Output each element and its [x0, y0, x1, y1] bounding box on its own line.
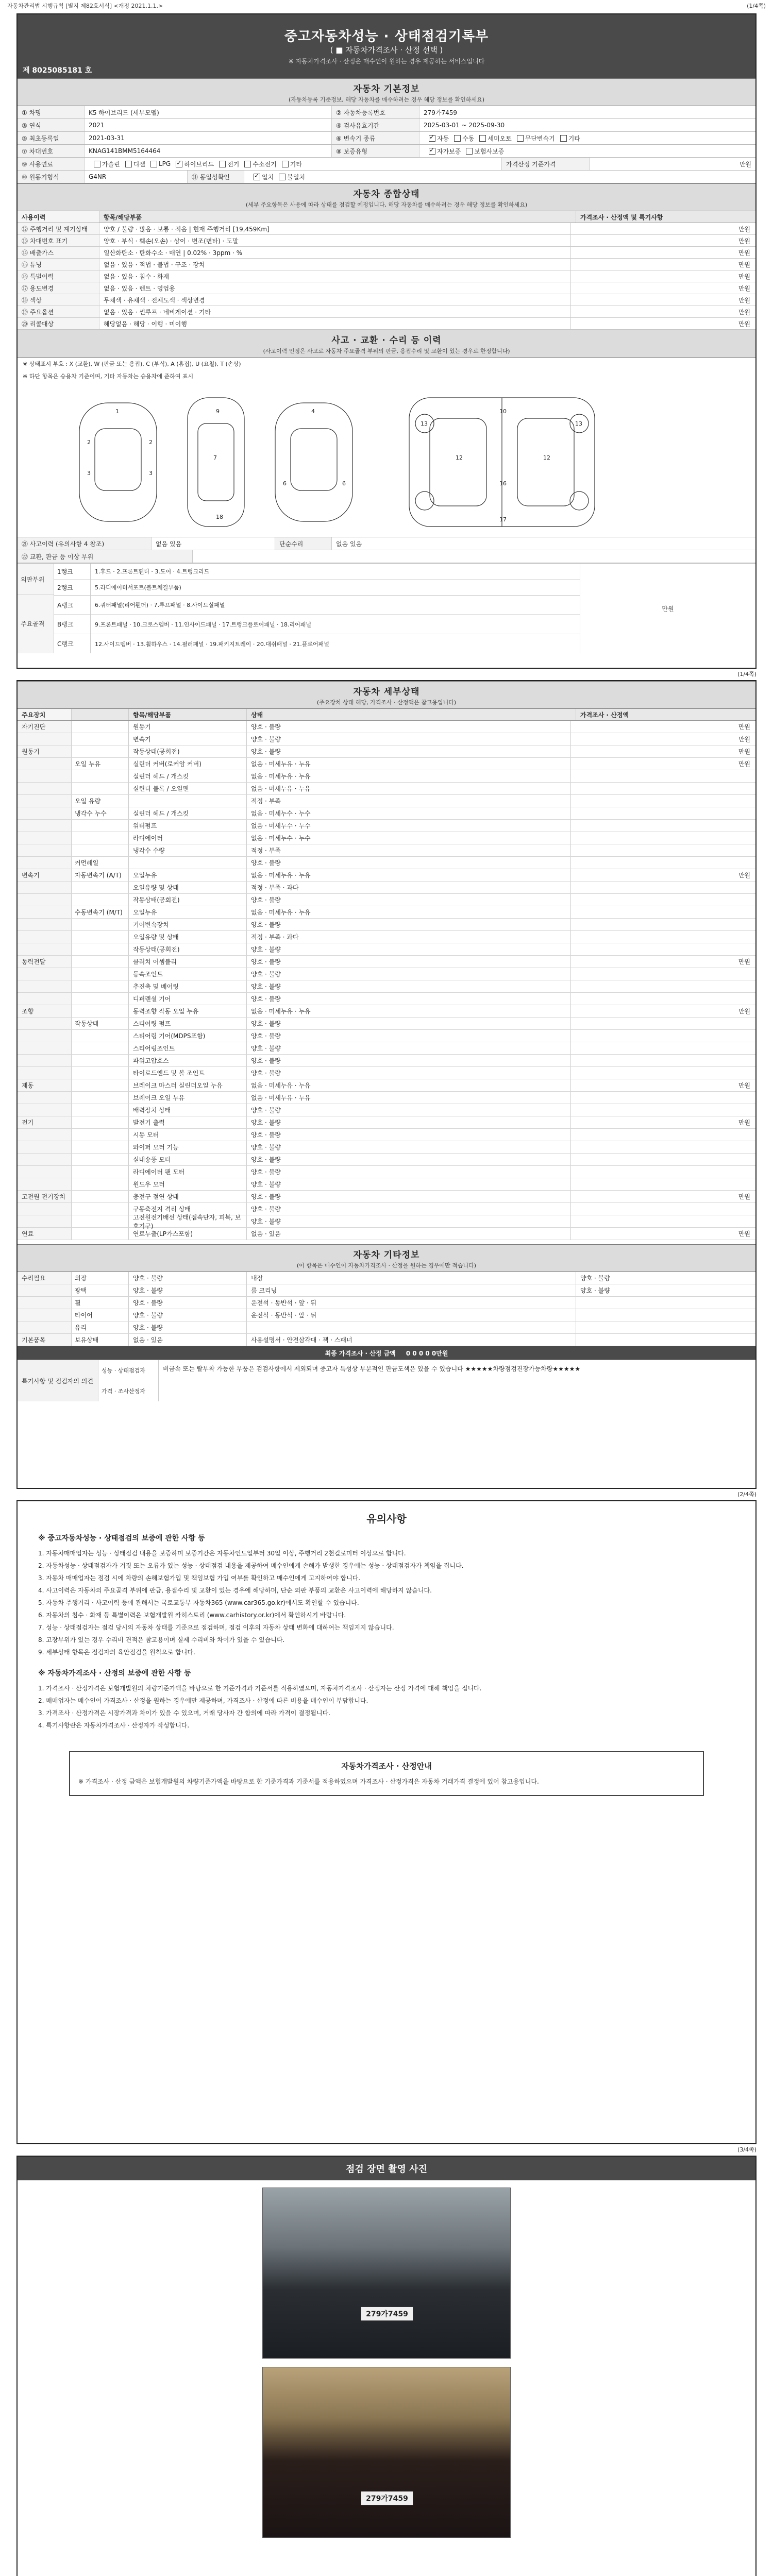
basic-row-3: ⑤ 최초등록일 2021-03-31 ⑥ 변속기 종류 ✓ 자동 수동 세미오토 무단변속기 기타 — [18, 132, 755, 145]
rank-table: 외판부위 주요골격 1랭크 2랭크 A랭크 B랭크 C랭크 1.후드 · 2.프론트휀더 · 3.도어 · 4.트렁크리드 5.라디에이터서포트(볼트체결부품) 6.쿼터패널(리어휀더) · 7.루프패널 · 8.사이드실패널 9.프론트패널 · 10.크로스멤버 · 11.인사이드패널 · 17.트렁크플로어패널 · 18.리어패널 12.사이드멤버 · 13.휠하우스 · 14.필러패널 · 19.패키지트레이 · 20.대쉬패널 · 21.플로어패널 만원 — [18, 563, 755, 653]
summary-header: 사용이력 항목/해당부품 가격조사 · 산정액 및 특기사항 — [18, 211, 755, 223]
svg-text:2: 2 — [149, 439, 153, 446]
inspection-photo-front: 279가7459 — [262, 2188, 511, 2359]
detail-row: 커먼레일 양호 · 불량 — [18, 857, 755, 869]
etc-rows — [18, 1272, 755, 1346]
checkbox-icon — [176, 161, 182, 167]
svg-text:3: 3 — [149, 470, 153, 477]
detail-row: 오일유량 및 상태 적정 · 부족 · 과다 — [18, 931, 755, 943]
svg-text:7: 7 — [213, 454, 217, 461]
car-outline-icon — [18, 382, 755, 537]
detail-row: 시동 모터 양호 · 불량 — [18, 1129, 755, 1141]
detail-row: 냉각수 누수 실린더 헤드 / 개스킷 없음 · 미세누수 · 누수 — [18, 807, 755, 820]
detail-row: 와이퍼 모터 기능 양호 · 불량 — [18, 1141, 755, 1154]
detail-row: 자기진단 원동기 양호 · 불량 만원 — [18, 721, 755, 733]
basic-row-1: ① 차명 K5 하이브리드 (세부모델) ② 자동차등록번호 279가7459 — [18, 106, 755, 119]
etc-row: 타이어 양호 · 불량 운전석 · 동반석 · 앞 · 뒤 — [18, 1309, 755, 1321]
top-bar — [0, 0, 773, 11]
registration-number: 279가7459 — [424, 109, 458, 116]
document-title: 중고자동차성능 · 상태점검기록부 — [284, 29, 489, 44]
page-3-notice: 유의사항 ※ 중고자동차성능 · 상태점검의 보증에 관한 사항 등 1. 자동차매매업자는 성능 · 상태점검 내용을 보증하며 보증기간은 자동차인도일부터 30일 이상, 주행거리 2천킬로미터 이상으로 합니다. 2. 자동차성능 · 상태점검자가 거짓 또는 오류가 있는 성능 · 상태점검 내용을 제공하여 매수인에게 손해가 발생한 경우에는 성능 · 상태점검자가 책임을 집니다. 3. 자동차 매매업자는 점검 시에 차량의 손해보험가입 및 책임보험 가입 여부를 확인하고 매수인에게 고지하여야 합니다. 4. 사고이력은 자동차의 주요골격 부위에 판금, 용접수리 및 교환이 있는 경우에 해당하며, 단순 외판 부품의 교환은 사고이력에 해당하지 않습니다. 5. 자동차 주행거리 · 사고이력 등에 관해서는 국토교통부 자동차365 (www.car365.go.kr)에서도 확인할 수 있습니다. 6. 자동차의 침수 · 화재 등 특별이력은 보험개발원 카히스토리 (www.carhistory.or.kr)에서 확인하시기 바랍니다. 7. 성능 · 상태점검자는 점검 당시의 자동차 상태를 기준으로 점검하며, 점검 이후의 자동차 상태 변화에 대하여는 책임지지 않습니다. 8. 고장부위가 있는 경우 수리비 견적은 참고용이며 실제 수리비와 차이가 있을 수 있습니다. 9. 세부상태 항목은 점검자의 육안점검을 원칙으로 합니다. ※ 자동차가격조사 · 산정의 보증에 관한 사항 등 1. 가격조사 · 산정가격은 보험개발원의 차량기준가액을 바탕으로 한 기준가격과 기준서를 적용하였으며, 자동차가격조사 · 산정자는 산정 가격에 대해 책임을 집니다. 2. 매매업자는 매수인이 가격조사 · 산정을 원하는 경우에만 제공하며, 가격조사 · 산정에 따른 비용을 매수인이 부담합니다. 3. 가격조사 · 산정가격은 시장가격과 차이가 있을 수 있으며, 거래 당사자 간 합의에 따라 가격이 결정됩니다. 4. 특기사항란은 자동차가격조사 · 산정자가 작성합니다. 자동차가격조사 · 산정안내 ※ 가격조사 · 산정 금액은 보험개발원의 차량기준가액을 바탕으로 한 기준가격과 기준서를 적용하였으며 가격조사 · 산정가격은 자동차 거래가격 결정에 있어 참고용입니다. — [16, 1500, 757, 2144]
notice-item: 2. 자동차성능 · 상태점검자가 거짓 또는 오류가 있는 성능 · 상태점검 내용을 제공하여 매수인에게 손해가 발생한 경우에는 성능 · 상태점검자가 책임을 집니다. — [38, 1562, 464, 1569]
svg-text:6: 6 — [342, 480, 346, 487]
detail-row: 원동기 작동상태(공회전) 양호 · 불량 만원 — [18, 745, 755, 758]
etc-row: 휠 양호 · 불량 운전석 · 동반석 · 앞 · 뒤 — [18, 1297, 755, 1309]
final-price-bar: 최종 가격조사 · 산정 금액 0 0 0 0 0만원 — [18, 1346, 755, 1360]
detail-row: 작동상태(공회전) 양호 · 불량 — [18, 943, 755, 956]
detail-row: 파워고압호스 양호 · 불량 — [18, 1055, 755, 1067]
checkbox-icon — [150, 161, 157, 167]
summary-row: ⑭ 배출가스 일산화탄소 · 탄화수소 · 매연 | 0.02% · 3ppm · % 만원 — [18, 247, 755, 259]
summary-row: ⑱ 색상 무채색 · 유채색 · 전체도색 · 색상변경 만원 — [18, 294, 755, 306]
document-header — [18, 14, 755, 78]
car-name: K5 하이브리드 (세부모델) — [85, 106, 332, 118]
detail-row: 윈도우 모터 양호 · 불량 — [18, 1178, 755, 1191]
detail-row: 작동상태 스티어링 펌프 양호 · 불량 — [18, 1018, 755, 1030]
checkbox-icon — [466, 148, 473, 155]
notice-item: 5. 자동차 주행거리 · 사고이력 등에 관해서는 국토교통부 자동차365 (www.car365.go.kr)에서도 확인할 수 있습니다. — [38, 1599, 359, 1606]
exterior-row: ㉒ 교환, 판금 등 이상 부위 — [18, 550, 755, 563]
checkbox-icon — [279, 174, 285, 180]
svg-text:18: 18 — [216, 514, 223, 520]
notice-item: 1. 가격조사 · 산정가격은 보험개발원의 차량기준가액을 바탕으로 한 기준가격과 기준서를 적용하였으며, 자동차가격조사 · 산정자는 산정 가격에 대해 책임을 집니다. — [38, 1685, 482, 1692]
photo-title: 점검 장면 촬영 사진 — [18, 2157, 755, 2180]
notice-item: 9. 세부상태 항목은 점검자의 육안점검을 원칙으로 합니다. — [38, 1649, 195, 1656]
svg-text:10: 10 — [499, 408, 507, 415]
inspection-period: 2025-03-01 ~ 2025-09-30 — [424, 122, 505, 129]
transmission-options: ✓ 자동 수동 세미오토 무단변속기 기타 — [419, 132, 755, 144]
detail-row: 연료 연료누출(LP가스포함) 없음 · 있음 만원 — [18, 1228, 755, 1240]
engine-type: G4NR — [85, 171, 188, 183]
detail-row: 제동 브레이크 마스터 실린더오일 누유 없음 · 미세누유 · 누유 만원 — [18, 1079, 755, 1092]
svg-text:1: 1 — [115, 408, 119, 415]
detail-row: 기어변속장치 양호 · 불량 — [18, 919, 755, 931]
detail-row: 오일유량 및 상태 적정 · 부족 · 과다 — [18, 882, 755, 894]
detail-row: 오일 유량 적정 · 부족 — [18, 795, 755, 807]
summary-rows — [18, 223, 755, 330]
document-note: ※ 자동차가격조사 · 산정은 매수인이 원하는 경우 제공하는 서비스입니다 — [288, 58, 485, 65]
detail-row: 조향 동력조향 작동 오일 누유 없음 · 미세누유 · 누유 만원 — [18, 1005, 755, 1018]
svg-text:17: 17 — [499, 516, 507, 523]
svg-text:13: 13 — [421, 420, 428, 427]
detail-row: 워터펌프 없음 · 미세누수 · 누수 — [18, 820, 755, 832]
detail-row: 스티어링 기어(MDPS포함) 양호 · 불량 — [18, 1030, 755, 1042]
detail-row: 실린더 블록 / 오일팬 없음 · 미세누유 · 누유 — [18, 783, 755, 795]
notice-item: 3. 가격조사 · 산정가격은 시장가격과 차이가 있을 수 있으며, 거래 당사자 간 합의에 따라 가격이 결정됩니다. — [38, 1709, 330, 1717]
detail-row: 고전원 전기장치 충전구 절연 상태 양호 · 불량 만원 — [18, 1191, 755, 1203]
etc-row: 유리 양호 · 불량 — [18, 1321, 755, 1334]
notice-title: 유의사항 — [366, 1513, 407, 1525]
warranty-options: ✓ 자가보증 보험사보증 — [419, 145, 755, 157]
accident-history-row: ㉑ 사고이력 (유의사항 4 참조) 없음 있음 단순수리 없음 있음 — [18, 537, 755, 550]
svg-text:6: 6 — [283, 480, 287, 487]
detail-row: 스티어링조인트 양호 · 불량 — [18, 1042, 755, 1055]
checkbox-icon — [219, 161, 226, 167]
form-reference: 자동차관리법 시행규칙 [별지 제82호서식] <개정 2021.1.1.> — [7, 3, 163, 9]
summary-row: ⑰ 용도변경 없음 · 있음 · 렌트 · 영업용 만원 — [18, 282, 755, 294]
detail-row: 냉각수 수량 적정 · 부족 — [18, 844, 755, 857]
detail-row: 구동축전지 격리 상태 양호 · 불량 — [18, 1203, 755, 1215]
first-registration: 2021-03-31 — [85, 132, 332, 144]
detail-row: 오일 누유 실린더 커버(로커암 커버) 없음 · 미세누유 · 누유 만원 — [18, 758, 755, 770]
detail-row: 타이로드엔드 및 볼 조인트 양호 · 불량 — [18, 1067, 755, 1079]
page-number: (1/4쪽) — [747, 3, 766, 9]
svg-text:9: 9 — [216, 408, 220, 415]
page-2 — [16, 680, 757, 1489]
svg-text:3: 3 — [87, 470, 91, 477]
summary-row: ⑮ 튜닝 없음 · 있음 · 적법 · 불법 · 구조 · 장치 만원 — [18, 259, 755, 270]
page-1 — [16, 13, 757, 669]
detail-row: 실내송풍 모터 양호 · 불량 — [18, 1154, 755, 1166]
detail-row: 수동변속기 (M/T) 오일누유 없음 · 미세누유 · 누유 — [18, 906, 755, 919]
svg-text:13: 13 — [575, 420, 582, 427]
basic-row-6: ⑩ 원동기형식 G4NR ⑪ 동일성확인 ✓ 일치 불일치 — [18, 171, 755, 183]
checkbox-icon — [244, 161, 251, 167]
car-damage-diagram — [18, 382, 755, 537]
detail-rows — [18, 721, 755, 1240]
svg-text:4: 4 — [311, 408, 315, 415]
detail-row: 전기 발전기 출력 양호 · 불량 만원 — [18, 1116, 755, 1129]
detail-row: 라디에이터 팬 모터 양호 · 불량 — [18, 1166, 755, 1178]
detail-row: 실린더 헤드 / 개스킷 없음 · 미세누유 · 누유 — [18, 770, 755, 783]
etc-row: 기본품목 보유상태 없음 · 있음 사용설명서 · 안전삼각대 · 잭 · 스패너 — [18, 1334, 755, 1346]
document-number: 제 8025085181 호 — [23, 66, 92, 75]
checkbox-icon — [479, 135, 486, 142]
vin: KNAG141BMM5164464 — [85, 145, 332, 157]
accident-legend: ※ 상태표시 부호 : X (교환), W (판금 또는 용접), C (부식), A (흠집), U (요철), T (손상) — [23, 361, 241, 367]
checkbox-icon — [429, 148, 435, 155]
checkbox-icon — [429, 135, 435, 142]
detail-row: 라디에이터 없음 · 미세누수 · 누수 — [18, 832, 755, 844]
basic-info-title: 자동차 기본정보 (자동차등록 기준정보, 해당 자동차를 매수하려는 경우 해당 정보를 확인하세요) — [18, 78, 755, 106]
summary-row: ⑬ 차대번호 표기 양호 · 부식 · 훼손(오손) · 상이 · 변조(변타) · 도말 만원 — [18, 235, 755, 247]
checkbox-icon — [454, 135, 461, 142]
notice-list-2 — [38, 1683, 735, 1731]
detail-row: 고전원전기배선 상태(접속단자, 피복, 보호기구) 양호 · 불량 — [18, 1215, 755, 1228]
svg-text:16: 16 — [499, 480, 507, 487]
detail-title: 자동차 세부상태 (주요장치 상태 해당, 가격조사 · 산정액은 참고용입니다) — [18, 681, 755, 709]
notice-item: 4. 사고이력은 자동차의 주요골격 부위에 판금, 용접수리 및 교환이 있는 경우에 해당하며, 단순 외판 부품의 교환은 사고이력에 해당하지 않습니다. — [38, 1587, 432, 1594]
accident-title: 사고 · 교환 · 수리 등 이력 (사고이력 인정은 사고로 자동차 주요골격 부위의 판금, 용접수리 및 교환이 있는 경우로 한정합니다) — [18, 330, 755, 358]
notice-item: 3. 자동차 매매업자는 점검 시에 차량의 손해보험가입 및 책임보험 가입 여부를 확인하고 매수인에게 고지하여야 합니다. — [38, 1574, 361, 1582]
summary-row: ⑫ 주행거리 및 계기상태 양호 / 불량 · 많음 · 보통 · 적음 | 현재 주행거리 [19,459Km] 만원 — [18, 223, 755, 235]
detail-row: 디퍼렌셜 기어 양호 · 불량 — [18, 993, 755, 1005]
detail-row: 등속조인트 양호 · 불량 — [18, 968, 755, 980]
notice-item: 7. 성능 · 상태점검자는 점검 당시의 자동차 상태를 기준으로 점검하며, 점검 이후의 자동차 상태 변화에 대하여는 책임지지 않습니다. — [38, 1624, 394, 1631]
etc-title: 자동차 기타정보 (이 항목은 매수인이 자동차가격조사 · 산정을 원하는 경우에만 적습니다) — [18, 1244, 755, 1272]
notice-item: 1. 자동차매매업자는 성능 · 상태점검 내용을 보증하며 보증기간은 자동차인도일부터 30일 이상, 주행거리 2천킬로미터 이상으로 합니다. — [38, 1550, 406, 1557]
basic-row-5: ⑨ 사용연료 가솔린 디젤 LPG ✓ 하이브리드 전기 수소전기 기타 가격산정 기준가격 만원 — [18, 158, 755, 171]
special-notes: 특기사항 및 점검자의 의견 성능 · 상태점검자 가격 · 조사산정자 비금속 또는 탈부착 가능한 부품은 검검사항에서 제외되며 중고자 특성상 부분적인 판금도색은 있을 수 있습니다 ★★★★★차량점검진장가능차량★★★★★ — [18, 1360, 755, 1401]
page-4-photos — [16, 2156, 757, 2576]
etc-row: 수리필요 외장 양호 · 불량 내장 양호 · 불량 — [18, 1272, 755, 1284]
detail-row: 작동상태(공회전) 양호 · 불량 — [18, 894, 755, 906]
svg-text:12: 12 — [543, 454, 550, 461]
checkbox-icon — [94, 161, 100, 167]
summary-title: 자동차 종합상태 (세부 주요항목은 사용에 따라 상태를 점검할 예정입니다, 해당 자동차를 매수하려는 경우 해당 정보를 확인하세요) — [18, 183, 755, 211]
notice-item: 4. 특기사항란은 자동차가격조사 · 산정자가 작성합니다. — [38, 1722, 190, 1729]
basic-row-2: ③ 연식 2021 ④ 검사유효기간 2025-03-01 ~ 2025-09-30 — [18, 119, 755, 132]
notice-item: 6. 자동차의 침수 · 화재 등 특별이력은 보험개발원 카히스토리 (www.carhistory.or.kr)에서 확인하시기 바랍니다. — [38, 1612, 346, 1619]
price-guide-box: 자동차가격조사 · 산정안내 ※ 가격조사 · 산정 금액은 보험개발원의 차량기준가액을 바탕으로 한 기준가격과 기준서를 적용하였으며 가격조사 · 산정가격은 자동차 거래가격 결정에 있어 참고용입니다. — [69, 1751, 704, 1796]
detail-row: 변속기 자동변속기 (A/T) 오일누유 없음 · 미세누유 · 누유 만원 — [18, 869, 755, 882]
detail-header: 주요장치 항목/해당부품 상태 가격조사 · 산정액 — [18, 709, 755, 721]
detail-row: 변속기 양호 · 불량 만원 — [18, 733, 755, 745]
document-subtitle: ( ■ 자동차가격조사 · 산정 선택 ) — [330, 45, 443, 55]
detail-row: 추진축 및 베어링 양호 · 불량 — [18, 980, 755, 993]
svg-text:12: 12 — [456, 454, 463, 461]
notice-item: 8. 고장부위가 있는 경우 수리비 견적은 참고용이며 실제 수리비와 차이가 있을 수 있습니다. — [38, 1636, 285, 1643]
notice-list-1 — [38, 1548, 735, 1657]
svg-text:2: 2 — [87, 439, 91, 446]
summary-row: ⑳ 리콜대상 해당없음 · 해당 · 이행 · 미이행 만원 — [18, 318, 755, 330]
accident-legend-2: ※ 하단 항목은 승용차 기준이며, 기타 자동차는 승용차에 준하여 표시 — [23, 373, 194, 380]
summary-row: ⑯ 특별이력 없음 · 있음 · 침수 · 화재 만원 — [18, 270, 755, 282]
inspection-photo-rear: 279가7459 — [262, 2367, 511, 2538]
fuel-options: 가솔린 디젤 LPG ✓ 하이브리드 전기 수소전기 기타 — [85, 158, 502, 170]
identity-options: ✓ 일치 불일치 — [244, 171, 755, 183]
checkbox-icon — [282, 161, 289, 167]
basic-row-4: ⑦ 차대번호 KNAG141BMM5164464 ⑧ 보증유형 ✓ 자가보증 보험사보증 — [18, 145, 755, 158]
detail-row: 브레이크 오일 누유 없음 · 미세누유 · 누유 — [18, 1092, 755, 1104]
detail-row: 배력장치 상태 양호 · 불량 — [18, 1104, 755, 1116]
etc-row: 광택 양호 · 불량 룸 크리닝 양호 · 불량 — [18, 1284, 755, 1297]
checkbox-icon — [560, 135, 567, 142]
detail-row: 동력전달 클러치 어셈블리 양호 · 불량 만원 — [18, 956, 755, 968]
checkbox-icon — [254, 174, 260, 180]
checkbox-icon — [125, 161, 132, 167]
checkbox-icon — [517, 135, 524, 142]
model-year: 2021 — [85, 119, 332, 131]
notice-item: 2. 매매업자는 매수인이 가격조사 · 산정을 원하는 경우에만 제공하며, 가격조사 · 산정에 따른 비용을 매수인이 부담합니다. — [38, 1697, 368, 1704]
summary-row: ⑲ 주요옵션 없음 · 있음 · 썬루프 · 네비게이션 · 기타 만원 — [18, 306, 755, 318]
